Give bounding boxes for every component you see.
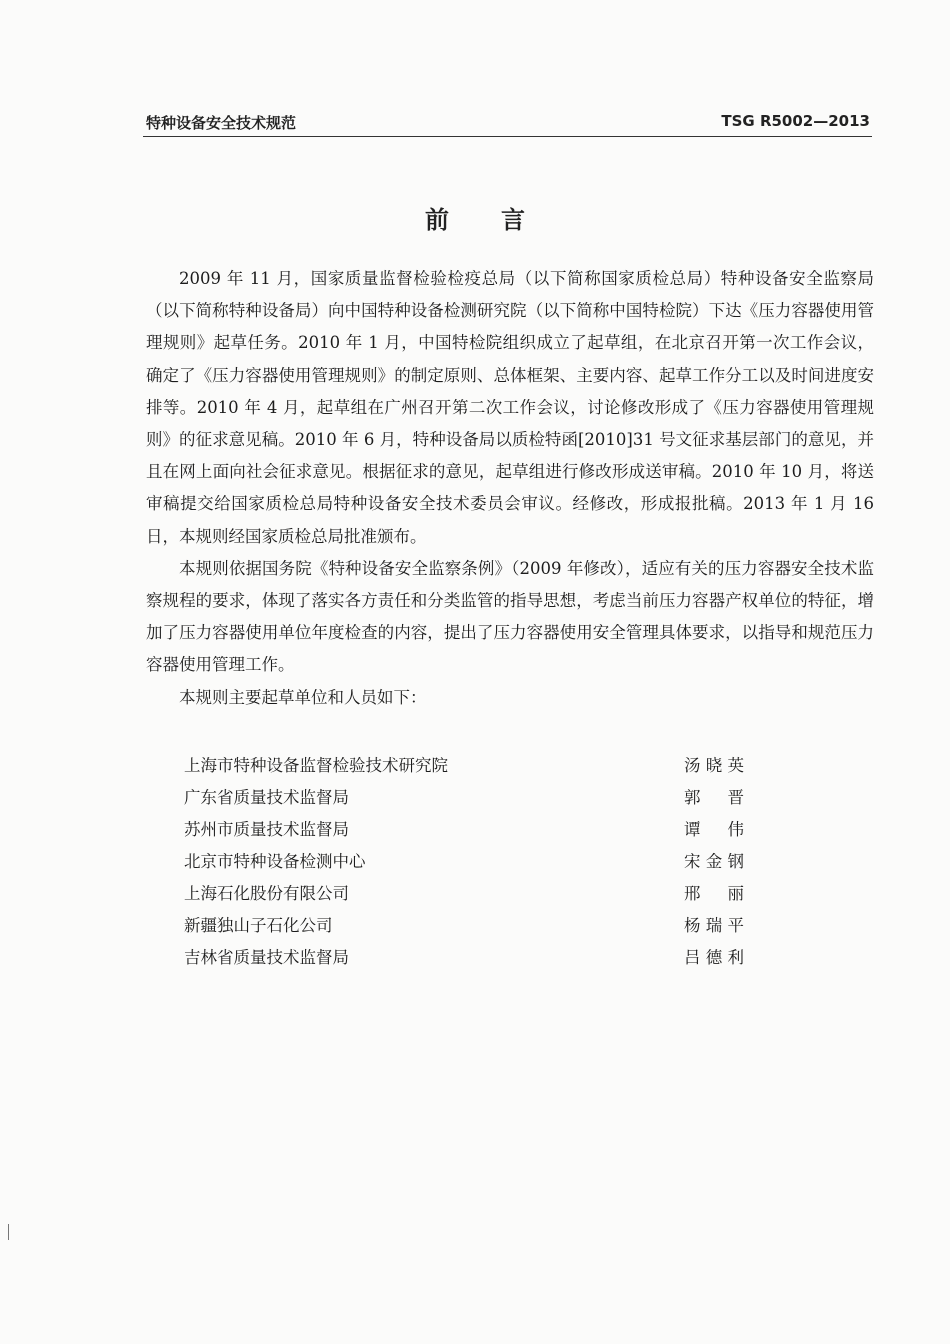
drafter-person: 邢丽 — [684, 884, 744, 903]
drafter-row — [184, 750, 744, 782]
drafter-row — [184, 878, 744, 910]
drafter-person: 宋金钢 — [684, 852, 744, 871]
drafter-person: 谭伟 — [684, 820, 744, 839]
drafter-org: 北京市特种设备检测中心 — [184, 852, 366, 871]
drafter-person: 杨瑞平 — [684, 916, 744, 935]
drafter-person: 郭晋 — [684, 788, 744, 807]
paragraph-drafters-intro: 本规则主要起草单位和人员如下： — [179, 687, 427, 707]
drafter-org: 吉林省质量技术监督局 — [184, 948, 349, 967]
foreword-body — [146, 263, 874, 714]
drafter-row — [184, 782, 744, 814]
page-title: 前言 — [425, 206, 577, 234]
drafter-person: 汤晓英 — [684, 756, 744, 775]
header-divider — [143, 136, 872, 137]
header-spec-category: 特种设备安全技术规范 — [146, 114, 297, 132]
paragraph-drafting-history: 2009 年 11 月，国家质量监督检验检疫总局（以下简称国家质检总局）特种设备安全监察局（以下简称特种设备局）向中国特种设备检测研究院（以下简称中国特检院）下达《压力容器使用管理规则》起草任务。2010 年 1 月，中国特检院组织成立了起草组，在北京召开第一次工作会议，确定了《压力容器使用管理规则》的制定原则、总体框架、主要内容、起草工作分工以及时间进度安排等。2010 年 4 月，起草组在广州召开第二次工作会议，讨论修改形成了《压力容器使用管理规则》的征求意见稿。2010 年 6 月，特种设备局以质检特函[2010]31 号文征求基层部门的意见，并且在网上面向社会征求意见。根据征求的意见，起草组进行修改形成送审稿。2010 年 10 月，将送审稿提交给国家质检总局特种设备安全技术委员会审议。经修改，形成报批稿。2013 年 1 月 16 日，本规则经国家质检总局批准颁布。 — [146, 269, 874, 546]
drafter-row — [184, 942, 744, 974]
drafter-org: 新疆独山子石化公司 — [184, 916, 333, 935]
drafter-org: 苏州市质量技术监督局 — [184, 820, 349, 839]
running-header — [146, 112, 872, 132]
drafter-row — [184, 846, 744, 878]
drafter-person: 吕德利 — [684, 948, 744, 967]
paragraph-basis-and-purpose: 本规则依据国务院《特种设备安全监察条例》（2009 年修改），适应有关的压力容器安全技术监察规程的要求，体现了落实各方责任和分类监管的指导思想，考虑当前压力容器产权单位的特征，增加了压力容器使用单位年度检查的内容，提出了压力容器使用安全管理具体要求，以指导和规范压力容器使用管理工作。 — [146, 558, 874, 675]
drafter-row — [184, 910, 744, 942]
scan-margin-mark — [8, 1224, 9, 1240]
drafter-org: 上海市特种设备监督检验技术研究院 — [184, 756, 448, 775]
drafter-org: 上海石化股份有限公司 — [184, 884, 349, 903]
drafter-org: 广东省质量技术监督局 — [184, 788, 349, 807]
drafters-list — [184, 750, 744, 974]
header-standard-code: TSG R5002—2013 — [721, 112, 870, 130]
drafter-row — [184, 814, 744, 846]
